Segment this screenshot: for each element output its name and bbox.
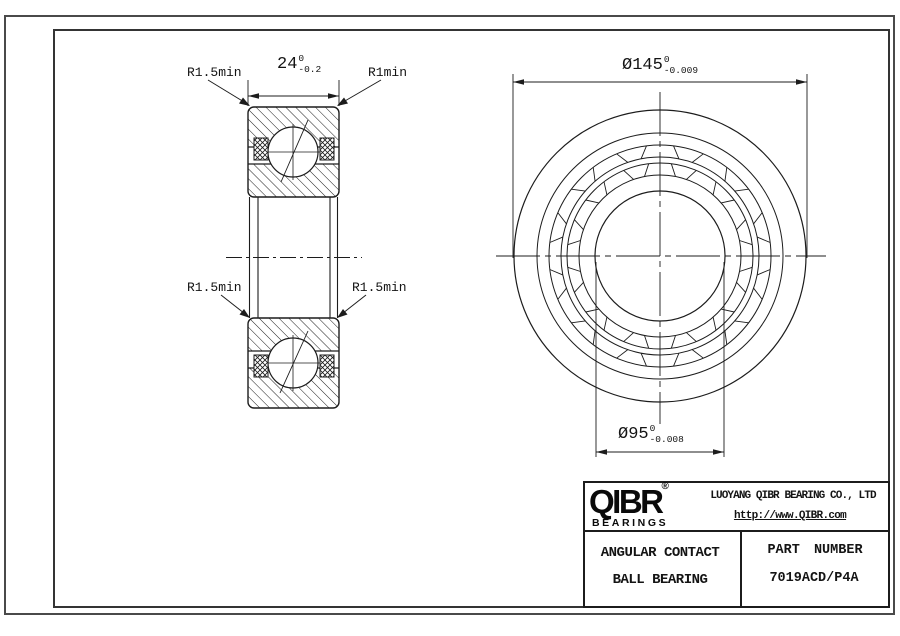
logo-text: QIBR® <box>589 481 669 520</box>
product-type-line2: BALL BEARING <box>612 572 708 588</box>
cage-upper-left <box>254 138 268 160</box>
dimension-width <box>248 80 339 106</box>
width-dimension-text <box>277 53 322 76</box>
company-logo <box>589 481 669 520</box>
od-value: Ø145 <box>622 56 663 75</box>
company-website[interactable]: http://www.QIBR.com <box>733 510 847 522</box>
logo-subtext: BEARINGS <box>592 517 669 529</box>
title-block-column-divider <box>740 530 742 608</box>
bore-tol-lower: -0.008 <box>649 433 684 445</box>
front-view <box>496 74 826 457</box>
cage-lower-right <box>320 355 334 377</box>
bore-dimension-text <box>618 423 684 446</box>
cage-upper-right <box>320 138 334 160</box>
registered-mark: ® <box>661 481 669 492</box>
title-block-row-divider <box>583 530 890 532</box>
width-value: 24 <box>277 55 298 74</box>
product-type-line1: ANGULAR CONTACT <box>600 545 720 561</box>
radius-label-top-left: R1.5min <box>187 65 242 80</box>
section-view-lower <box>248 318 339 408</box>
od-dimension-text <box>622 54 699 77</box>
cage-lower-left <box>254 355 268 377</box>
section-view-upper <box>248 107 339 197</box>
radius-label-mid-left: R1.5min <box>187 280 242 295</box>
company-name: LUOYANG QIBR BEARING CO., LTD <box>710 490 876 502</box>
bore-value: Ø95 <box>618 425 649 444</box>
part-number-label: PART NUMBER <box>767 543 863 558</box>
width-tol-upper: 0 <box>298 53 305 64</box>
section-view <box>208 80 381 408</box>
radius-label-top-right: R1min <box>368 65 408 80</box>
od-tol-upper: 0 <box>663 54 670 65</box>
od-tol-lower: -0.009 <box>663 64 699 76</box>
radius-label-mid-right: R1.5min <box>352 280 407 295</box>
bore-tol-upper: 0 <box>649 423 656 434</box>
width-tol-lower: -0.2 <box>298 63 322 75</box>
part-number-value: 7019ACD/P4A <box>769 571 859 586</box>
